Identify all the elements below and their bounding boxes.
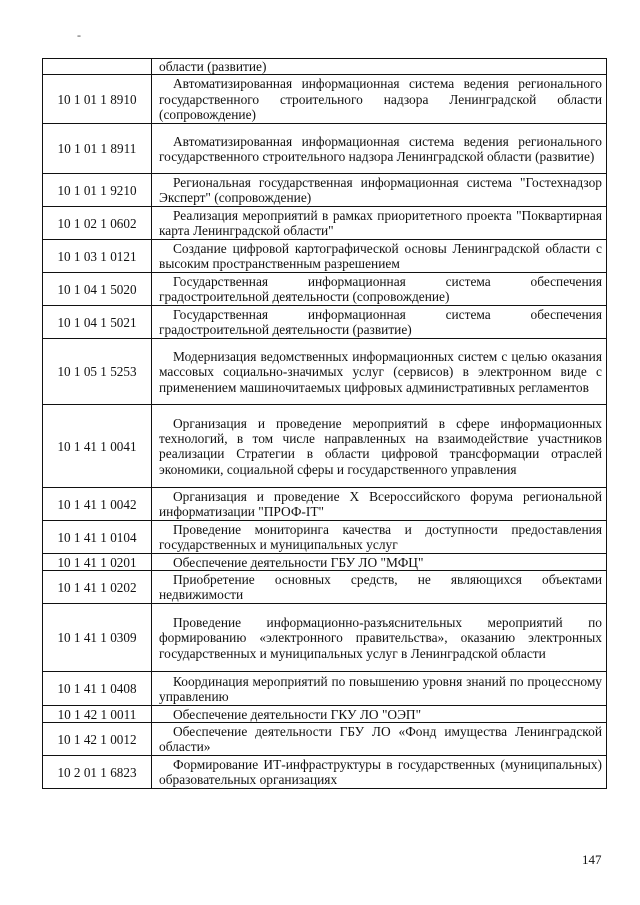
table-row bbox=[43, 604, 607, 672]
budget-code-cell: 10 1 41 1 0202 bbox=[43, 571, 152, 604]
budget-code-cell: 10 1 01 1 9210 bbox=[43, 174, 152, 207]
table-row bbox=[43, 706, 607, 723]
budget-codes-table bbox=[42, 58, 607, 789]
description-cell: Приобретение основных средств, не являющихся объектами недвижимости bbox=[152, 571, 607, 604]
description-cell: Модернизация ведомственных информационных систем с целью оказания массовых социально-значимых услуг (сервисов) в электронном виде с применением машиночитаемых цифровых административных регламентов bbox=[152, 339, 607, 405]
description-cell: Обеспечение деятельности ГБУ ЛО "МФЦ" bbox=[152, 554, 607, 571]
budget-code-cell: 10 1 41 1 0309 bbox=[43, 604, 152, 672]
table-body bbox=[43, 59, 607, 789]
budget-code-cell bbox=[43, 59, 152, 75]
description-cell: Автоматизированная информационная система ведения регионального государственного строительного надзора Ленинградской области (развитие) bbox=[152, 124, 607, 174]
description-cell: Проведение информационно-разъяснительных мероприятий по формированию «электронного правительства», оказанию электронных государственных и муниципальных услуг в Ленинградской области bbox=[152, 604, 607, 672]
budget-code-cell: 10 1 04 1 5020 bbox=[43, 273, 152, 306]
table-row bbox=[43, 339, 607, 405]
description-cell: Организация и проведение мероприятий в сфере информационных технологий, в том числе направленных на взаимодействие участников реализации Стратегии в области цифровой трансформации отраслей экономики, социальной сферы и государственного управления bbox=[152, 405, 607, 488]
description-cell: Координация мероприятий по повышению уровня знаний по процессному управлению bbox=[152, 672, 607, 706]
description-cell: Обеспечение деятельности ГБУ ЛО «Фонд имущества Ленинградской области» bbox=[152, 723, 607, 756]
description-cell: Формирование ИТ-инфраструктуры в государственных (муниципальных) образовательных организациях bbox=[152, 756, 607, 789]
table-row bbox=[43, 756, 607, 789]
description-cell: Создание цифровой картографической основы Ленинградской области с высоким пространственным разрешением bbox=[152, 240, 607, 273]
budget-code-cell: 10 1 02 1 0602 bbox=[43, 207, 152, 240]
description-cell: Автоматизированная информационная система ведения регионального государственного строительного надзора Ленинградской области (сопровождение) bbox=[152, 75, 607, 124]
budget-code-cell: 10 1 41 1 0408 bbox=[43, 672, 152, 706]
table-row bbox=[43, 59, 607, 75]
table-row bbox=[43, 521, 607, 554]
table-row bbox=[43, 124, 607, 174]
table-row bbox=[43, 273, 607, 306]
table-row bbox=[43, 554, 607, 571]
budget-code-cell: 10 1 03 1 0121 bbox=[43, 240, 152, 273]
budget-code-cell: 10 1 42 1 0012 bbox=[43, 723, 152, 756]
budget-code-cell: 10 1 41 1 0104 bbox=[43, 521, 152, 554]
page-number: 147 bbox=[582, 852, 602, 867]
budget-code-cell: 10 1 42 1 0011 bbox=[43, 706, 152, 723]
table-row bbox=[43, 571, 607, 604]
description-cell: Государственная информационная система обеспечения градостроительной деятельности (развитие) bbox=[152, 306, 607, 339]
table-row bbox=[43, 174, 607, 207]
description-cell: области (развитие) bbox=[152, 59, 607, 75]
budget-code-cell: 10 1 41 1 0041 bbox=[43, 405, 152, 488]
table-row bbox=[43, 240, 607, 273]
table-row bbox=[43, 488, 607, 521]
description-cell: Организация и проведение X Всероссийского форума региональной информатизации "ПРОФ-IT" bbox=[152, 488, 607, 521]
table-row bbox=[43, 306, 607, 339]
budget-code-cell: 10 1 05 1 5253 bbox=[43, 339, 152, 405]
budget-code-cell: 10 1 01 1 8911 bbox=[43, 124, 152, 174]
budget-code-cell: 10 1 01 1 8910 bbox=[43, 75, 152, 124]
budget-code-cell: 10 1 41 1 0201 bbox=[43, 554, 152, 571]
table-row bbox=[43, 723, 607, 756]
description-cell: Проведение мониторинга качества и доступности предоставления государственных и муниципальных услуг bbox=[152, 521, 607, 554]
description-cell: Государственная информационная система обеспечения градостроительной деятельности (сопровождение) bbox=[152, 273, 607, 306]
budget-code-cell: 10 1 41 1 0042 bbox=[43, 488, 152, 521]
description-cell: Обеспечение деятельности ГКУ ЛО "ОЭП" bbox=[152, 706, 607, 723]
description-cell: Реализация мероприятий в рамках приоритетного проекта "Поквартирная карта Ленинградской области" bbox=[152, 207, 607, 240]
corner-mark: - bbox=[77, 28, 81, 42]
budget-code-cell: 10 2 01 1 6823 bbox=[43, 756, 152, 789]
table-row bbox=[43, 672, 607, 706]
description-cell: Региональная государственная информационная система "Гостехнадзор Эксперт" (сопровождение) bbox=[152, 174, 607, 207]
table-row bbox=[43, 207, 607, 240]
budget-code-cell: 10 1 04 1 5021 bbox=[43, 306, 152, 339]
table-row bbox=[43, 405, 607, 488]
table-row bbox=[43, 75, 607, 124]
